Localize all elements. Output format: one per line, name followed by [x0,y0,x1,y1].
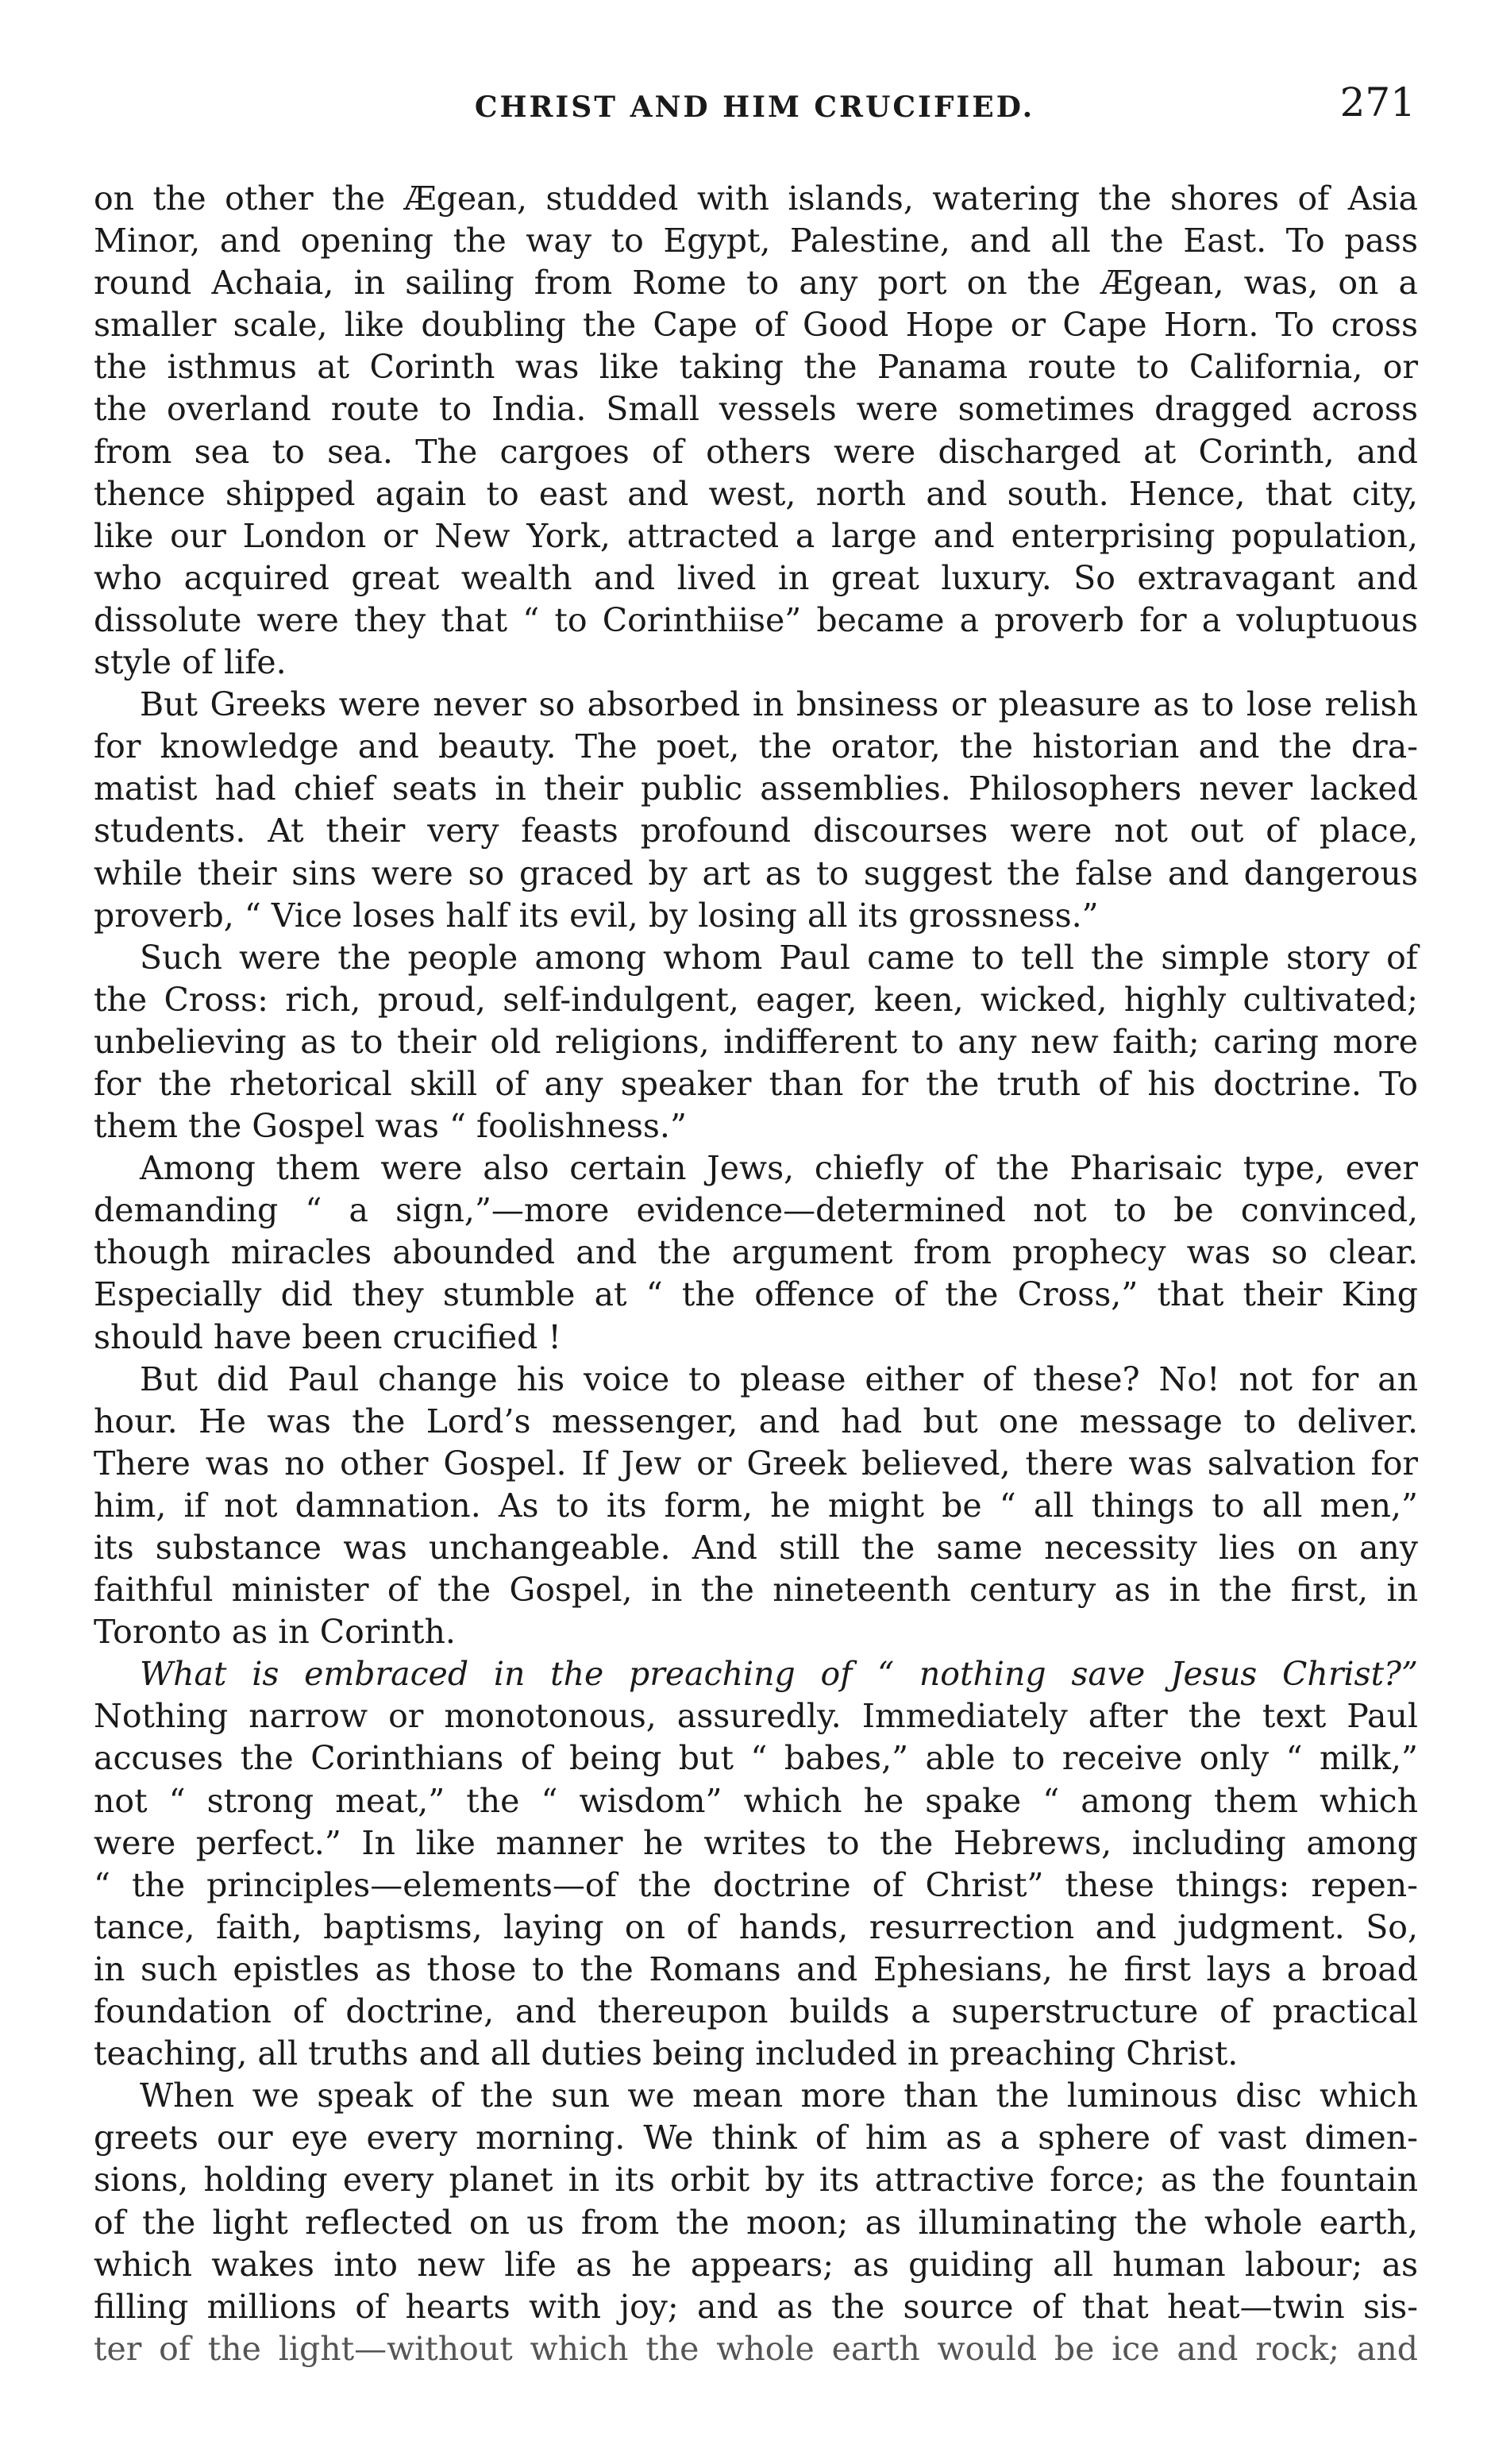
text-line: the overland route to India. Small vessels were sometimes dragged across [94,390,1418,429]
text-line: accuses the Corinthians of being but “ babes,” able to receive only “ milk,” [94,1739,1418,1778]
text-line: the Cross: rich, proud, self-indulgent, eager, keen, wicked, highly cultivated; [94,980,1418,1019]
text-line: smaller scale, like doubling the Cape of Good Hope or Cape Horn. To cross [94,306,1418,345]
text-line: on the other the Ægean, studded with islands, watering the shores of Asia [94,179,1418,218]
text-line: round Achaia, in sailing from Rome to any port on the Ægean, was, on a [94,264,1418,303]
text-line: But did Paul change his voice to please either of these? No! not for an [140,1359,1418,1398]
page-number: 271 [1339,79,1416,125]
text-line: greets our eye every morning. We think of him as a sphere of vast dimen- [94,2119,1418,2157]
text-line: him, if not damnation. As to its form, he might be “ all things to all men,” [94,1486,1418,1525]
text-line: which wakes into new life as he appears; as guiding all human labour; as [94,2245,1418,2284]
text-line: dissolute were they that “ to Corinthiise” became a proverb for a voluptuous [94,600,1418,639]
text-line: Such were the people among whom Paul came to tell the simple story of [140,938,1418,977]
text-line: “ the principles—elements—of the doctrine of Christ” these things: repen- [94,1865,1418,1904]
text-line: hour. He was the Lord’s messenger, and had but one message to deliver. [94,1402,1418,1440]
text-line: What is embraced in the preaching of “ nothing save Jesus Christ?” [140,1655,1418,1694]
text-line: Nothing narrow or monotonous, assuredly. Immediately after the text Paul [94,1697,1418,1736]
text-line: of the light reflected on us from the moon; as illuminating the whole earth, [94,2203,1418,2242]
text-line: When we speak of the sun we mean more than the luminous disc which [140,2076,1418,2115]
text-line: Minor, and opening the way to Egypt, Palestine, and all the East. To pass [94,222,1418,260]
text-line: Toronto as in Corinth. [94,1613,456,1652]
text-line: like our London or New York, attracted a large and enterprising population, [94,516,1418,555]
text-line: teaching, all truths and all duties being included in preaching Christ. [94,2034,1239,2073]
text-line: tance, faith, baptisms, laying on of hands, resurrection and judgment. So, [94,1907,1418,1946]
text-line: But Greeks were never so absorbed in bnsiness or pleasure as to lose relish [140,685,1418,724]
text-line: from sea to sea. The cargoes of others were discharged at Corinth, and [94,432,1418,471]
text-line: who acquired great wealth and lived in great luxury. So extravagant and [94,558,1418,597]
text-line: foundation of doctrine, and thereupon builds a superstructure of practical [94,1992,1418,2031]
running-head [94,79,1416,135]
text-line: demanding “ a sign,”—more evidence—determined not to be convinced, [94,1191,1418,1230]
text-line: should have been crucified ! [94,1317,561,1356]
text-line: ter of the light—without which the whole earth would be ice and rock; and [94,2329,1418,2368]
text-line: filling millions of hearts with joy; and as the source of that heat—twin sis- [94,2287,1418,2326]
text-line: though miracles abounded and the argument from prophecy was so clear. [94,1233,1418,1272]
text-line: not “ strong meat,” the “ wisdom” which he spake “ among them which [94,1781,1418,1820]
body-text [94,178,1418,2370]
text-line: There was no other Gospel. If Jew or Greek believed, there was salvation for [94,1444,1418,1483]
text-line: were perfect.” In like manner he writes to the Hebrews, including among [94,1823,1418,1862]
text-line: faithful minister of the Gospel, in the nineteenth century as in the first, in [94,1571,1418,1610]
text-line: its substance was unchangeable. And still the same necessity lies on any [94,1529,1418,1567]
text-line: style of life. [94,643,287,682]
text-line: for knowledge and beauty. The poet, the orator, the historian and the dra- [94,727,1418,766]
text-line: the isthmus at Corinth was like taking the Panama route to California, or [94,348,1418,387]
text-line: matist had chief seats in their public assemblies. Philosophers never lacked [94,769,1418,808]
running-title: CHRIST AND HIM CRUCIFIED. [474,91,1035,124]
text-line: for the rhetorical skill of any speaker than for the truth of his doctrine. To [94,1064,1418,1103]
text-line: students. At their very feasts profound discourses were not out of place, [94,812,1418,850]
text-line: Especially did they stumble at “ the offence of the Cross,” that their King [94,1275,1418,1314]
text-line: them the Gospel was “ foolishness.” [94,1107,687,1146]
text-line: thence shipped again to east and west, north and south. Hence, that city, [94,474,1418,513]
text-line: in such epistles as those to the Romans and Ephesians, he first lays a broad [94,1949,1418,1988]
text-line: Among them were also certain Jews, chiefly of the Pharisaic type, ever [140,1149,1418,1188]
text-line: proverb, “ Vice loses half its evil, by losing all its grossness.” [94,896,1099,935]
text-line: while their sins were so graced by art as to suggest the false and dangerous [94,854,1418,893]
text-line: sions, holding every planet in its orbit by its attractive force; as the fountain [94,2161,1418,2200]
text-line: unbelieving as to their old religions, indifferent to any new faith; caring more [94,1022,1418,1061]
